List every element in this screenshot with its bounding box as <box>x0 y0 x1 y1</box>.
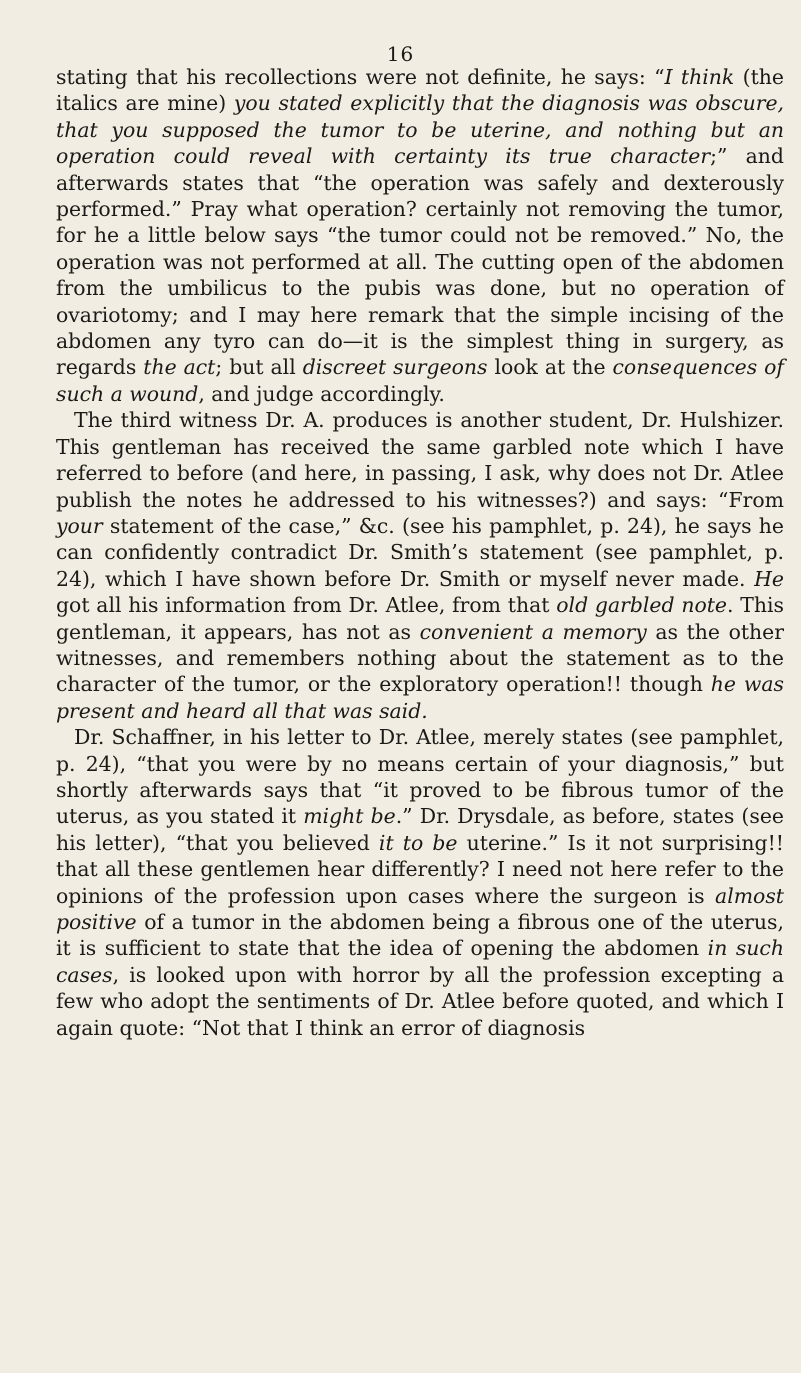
text-run: ; but all <box>215 355 303 380</box>
italic-run: you stated explicitly that the diagnosis was obscure, that you supposed the tumor to be uterine, and nothing but an operation could reveal with certainty its true character <box>56 91 784 169</box>
text-run: The third witness Dr. A. produces is another student, Dr. Hulshizer. This gentleman has received the same garbled note which I have referred to before (and here, in passing, I ask, why does not Dr. Atlee publish the notes he addressed to his witnesses?) and says: “From <box>56 408 784 512</box>
italic-run: convenient a memory <box>419 619 647 644</box>
italic-run: old garbled note <box>556 593 728 618</box>
text-run: stating that his recollections were not definite, he says: “ <box>56 65 665 89</box>
text-run: (the italics are mine) <box>56 65 784 116</box>
text-run: of a tumor in the abdomen being a fibrous one of the uterus, it is sufficient to state that the idea of opening the abdomen <box>56 910 784 961</box>
text-run: got all his information from Dr. Atlee, from that <box>56 593 557 618</box>
page-number: 16 <box>386 42 415 66</box>
body-text <box>56 64 784 1041</box>
text-run: statement of the case,” &c. (see his pamphlet, p. 24), he says he can confidently contradict Dr. Smith’s statement (see pamphlet, p. 24), which I have shown before Dr. Smith or myself never made. <box>56 513 784 591</box>
italic-run: your <box>56 513 103 538</box>
italic-run: I think <box>664 65 735 89</box>
italic-run: discreet surgeons <box>302 355 488 380</box>
italic-run: in such cases <box>56 936 784 987</box>
paragraph <box>56 407 784 724</box>
italic-run: almost positive <box>56 883 784 934</box>
text-run: as the other witnesses, and remembers nothing about the statement as to the character of the tumor, or the exploratory operation!! though <box>56 619 784 697</box>
paragraph <box>56 64 784 407</box>
text-run: . This gentleman, it appears, has not as <box>56 593 784 644</box>
italic-run: he was present and heard all that was said. <box>56 672 784 723</box>
italic-run: the act <box>143 355 216 380</box>
text-run: .” Dr. Drysdale, as before, states (see his letter), “that you believed <box>56 804 784 855</box>
paragraph <box>56 724 784 1041</box>
text-run: uterine.” Is it not surprising!! that all these gentlemen hear differently? I need not here refer to the opinions of the profession upon cases where the surgeon is <box>56 830 784 908</box>
text-run: Dr. Schaffner, in his letter to Dr. Atlee, merely states (see pamphlet, p. 24), “that you were by no means certain of your diagnosis,” but shortly afterwards says that “it proved to be fibrous tumor of the uterus, as you stated it <box>56 725 784 829</box>
text-run: , and judge accordingly. <box>198 381 445 406</box>
italic-run: it to be <box>378 830 458 855</box>
text-run: look at the <box>487 355 613 380</box>
text-run: ;” and afterwards states that “the operation was safely and dexterously performed.” Pray what operation? certainly not removing the tumor, for he a little below says “the tumor could not be removed.” No, the operation was not performed at all. The cutting open of the abdomen from the umbilicus to the pubis was done, but no operation of ovariotomy; and I may here remark that the simple incising of the abdomen any tyro can do—it is the simplest thing in surgery, as regards <box>56 144 784 380</box>
italic-run: might be <box>303 804 396 829</box>
italic-run: consequences of such a wound <box>56 355 784 406</box>
italic-run: He <box>754 566 784 591</box>
text-run: , is looked upon with horror by all the profession excepting a few who adopt the sentiments of Dr. Atlee before quoted, and which I again quote: “Not that I think an error of diagnosis <box>56 962 784 1040</box>
